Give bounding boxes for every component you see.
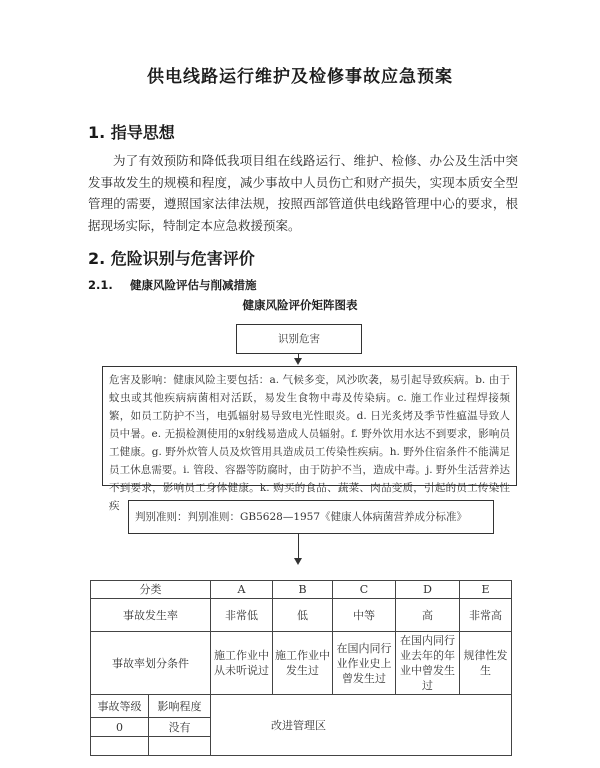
- table-cell: 低: [273, 599, 333, 632]
- table-cell: 规律性发生: [460, 632, 512, 695]
- grade-cell: D: [396, 581, 460, 599]
- table-cell: 非常低: [211, 599, 273, 632]
- table-cell: 没有: [149, 718, 211, 737]
- page-title: 供电线路运行维护及检修事故应急预案: [147, 67, 453, 87]
- table-row: [91, 695, 512, 718]
- table-row: [91, 581, 512, 599]
- table-cell: 高: [396, 599, 460, 632]
- table-cell: 影响程度: [149, 695, 211, 718]
- table-cell: 0: [91, 718, 149, 737]
- row-label-cell: 事故率划分条件: [91, 632, 211, 695]
- table-header-cell: 分类: [91, 581, 211, 599]
- criteria-box: 判别准则：判别准则：GB5628—1957《健康人体病菌营养成分标准》: [128, 500, 494, 534]
- risk-matrix-table: [90, 580, 512, 756]
- table-cell: [91, 737, 149, 756]
- grade-cell: E: [460, 581, 512, 599]
- table-cell: [149, 737, 211, 756]
- table-cell: 事故等级: [91, 695, 149, 718]
- grade-cell: B: [273, 581, 333, 599]
- flow-connector: [298, 534, 299, 559]
- table-cell: 在国内同行业去年的年业中曾发生过: [396, 632, 460, 695]
- guiding-ideology-paragraph: 为了有效预防和降低我项目组在线路运行、维护、检修、办公及生活中突发事故发生的规模和程度，减少事故中人员伤亡和财产损失，实现本质安全型管理的需要，遵照国家法律法规，按照西部管道供电线路管理中心的要求，根据现场实际，特制定本应急救援预案。: [88, 153, 518, 233]
- table-cell: 施工作业中从未听说过: [211, 632, 273, 695]
- subsection-title: 健康风险评估与削减措施: [130, 278, 257, 292]
- grade-cell: C: [333, 581, 396, 599]
- subsection-heading: [88, 277, 257, 293]
- arrow-down-icon: [294, 558, 302, 565]
- improvement-zone-cell: 改进管理区: [211, 695, 512, 756]
- table-cell: 中等: [333, 599, 396, 632]
- table-cell: 在国内同行业作业史上曾发生过: [333, 632, 396, 695]
- hazard-impact-box: 危害及影响：健康风险主要包括：a. 气候多变，风沙吹袭，易引起导致疾病。b. 由于蚊虫或其他疾病病菌相对活跃，易发生食物中毒及传染病。c. 施工作业过程焊接频繁，如员工防护不当，电弧辐射易导致电光性眼炎。d. 日光炙烤及季节性瘟温导致人员中暑。e. 无损检测使用的x射线易造成人员辐射。f. 野外饮用水达不到要求，影响员工健康。g. 野外炊管人员及炊管用具造成员工传染性疾病。h. 野外住宿条件不能满足员工休息需要。i. 管段、容器等防腐时，由于防护不当，造成中毒。j. 野外生活营养达不到要求，影响员工身体健康。k. 购买的食品、蔬菜、肉品变质，引起的员工传染性疾: [102, 366, 517, 486]
- table-cell: 施工作业中发生过: [273, 632, 333, 695]
- section-heading-hazard-identification: 2. 危险识别与危害评价: [88, 249, 255, 268]
- table-row: [91, 632, 512, 695]
- arrow-down-icon: [294, 358, 302, 365]
- table-row: [91, 599, 512, 632]
- subsection-number: 2.1.: [88, 278, 113, 292]
- identify-hazard-box: 识别危害: [236, 324, 362, 354]
- section-heading-guiding-ideology: 1. 指导思想: [88, 123, 175, 142]
- row-label-cell: 事故发生率: [91, 599, 211, 632]
- flowchart-title: 健康风险评价矩阵图表: [242, 298, 358, 312]
- table-cell: 非常高: [460, 599, 512, 632]
- grade-cell: A: [211, 581, 273, 599]
